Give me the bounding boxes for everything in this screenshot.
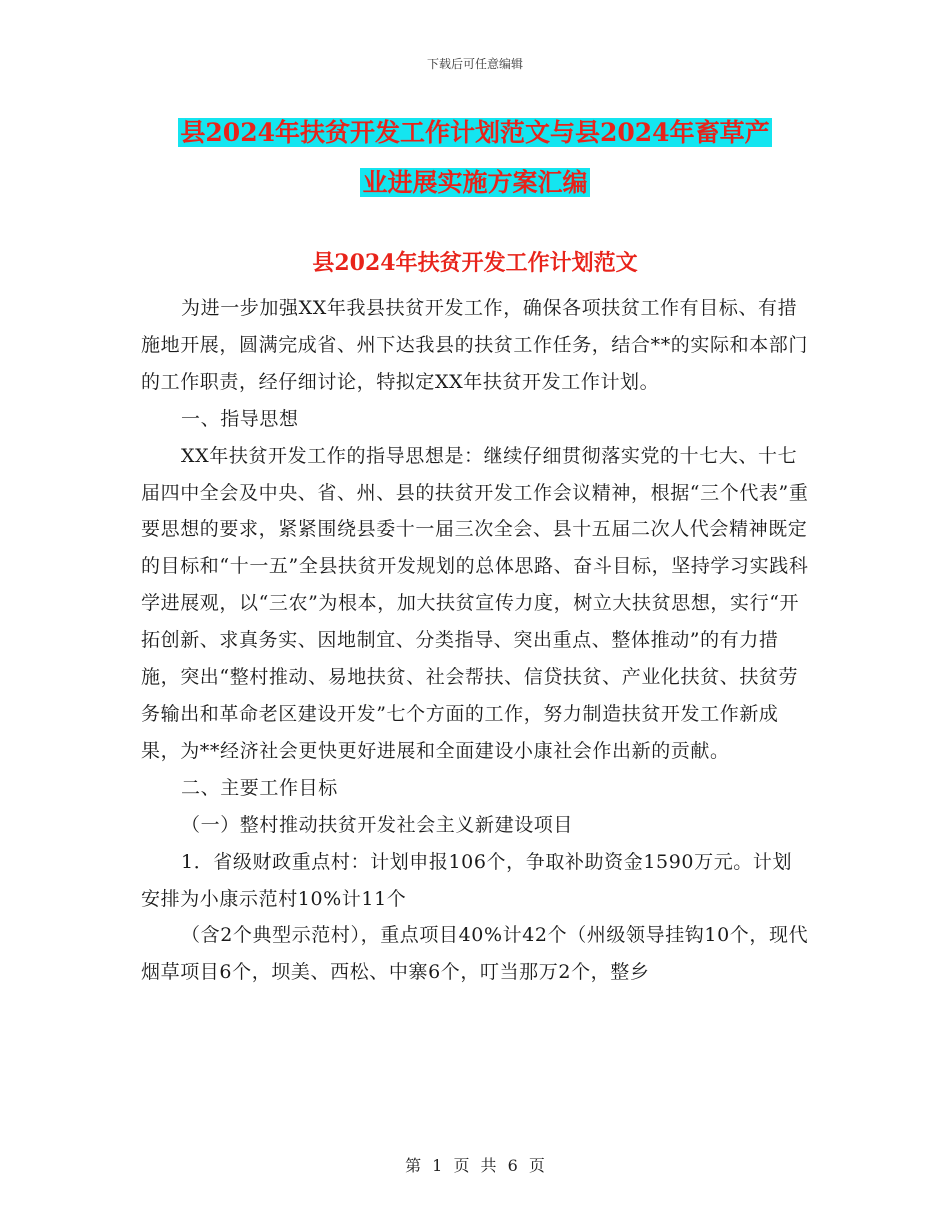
document-title-line-2: 业进展实施方案汇编 — [362, 168, 588, 197]
heading-guiding-ideology: 一、指导思想 — [181, 407, 299, 430]
heading-main-goals: 二、主要工作目标 — [181, 776, 338, 799]
header-note: 下载后可任意编辑 — [426, 57, 523, 71]
document-title-line-1: 县2024年扶贫开发工作计划范文与县2024年畜草产 — [180, 118, 770, 147]
paragraph-item-1-continued: （含2个典型示范村），重点项目40%计42个（州级领导挂钩10个，现代烟草项目6个，坝美、西松、中寨6个，叮当那万2个，整乡 — [141, 924, 809, 984]
section-title: 县2024年扶贫开发工作计划范文 — [312, 250, 638, 276]
body-text — [141, 290, 811, 991]
document-title — [120, 108, 830, 208]
paragraph-guiding-ideology: XX年扶贫开发工作的指导思想是：继续仔细贯彻落实党的十七大、十七届四中全会及中央、省、州、县的扶贫开发工作会议精神，根据“三个代表”重要思想的要求，紧紧围绕县委十一届三次全会、县十五届二次人代会精神既定的目标和“十一五”全县扶贫开发规划的总体思路、奋斗目标，坚持学习实践科学进展观，以“三农”为根本，加大扶贫宣传力度，树立大扶贫思想，实行“开拓创新、求真务实、因地制宜、分类指导、突出重点、整体推动”的有力措施，突出“整村推动、易地扶贫、社会帮扶、信贷扶贫、产业化扶贫、扶贫劳务输出和革命老区建设开发”七个方面的工作，努力制造扶贫开发工作新成果，为**经济社会更快更好进展和全面建设小康社会作出新的贡献。 — [141, 444, 809, 762]
heading-village-project: （一）整村推动扶贫开发社会主义新建设项目 — [181, 813, 574, 836]
paragraph-item-1: 1．省级财政重点村：计划申报106个，争取补助资金1590万元。计划安排为小康示范村10%计11个 — [141, 850, 793, 910]
paragraph-intro: 为进一步加强XX年我县扶贫开发工作，确保各项扶贫工作有目标、有措施地开展，圆满完成省、州下达我县的扶贫工作任务，结合**的实际和本部门的工作职责，经仔细讨论，特拟定XX年扶贫开发工作计划。 — [141, 297, 809, 393]
page-footer: 第 1 页 共 6 页 — [405, 1156, 545, 1175]
